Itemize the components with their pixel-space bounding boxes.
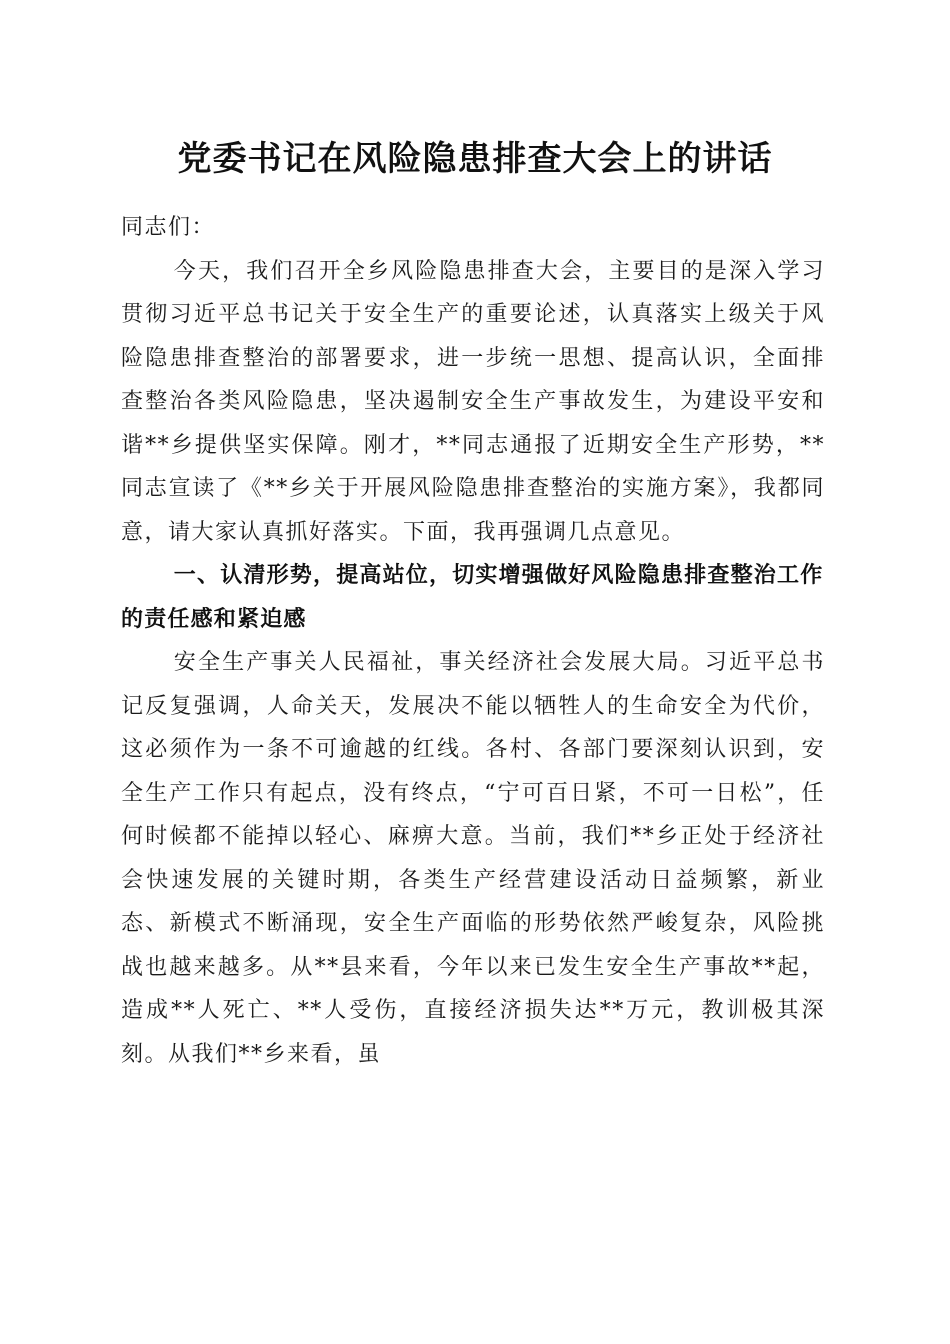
section-1-paragraph: 安全生产事关人民福祉，事关经济社会发展大局。习近平总书记反复强调，人命关天，发展决不能以牺牲人的生命安全为代价，这必须作为一条不可逾越的红线。各村、各部门要深刻认识到，安全生产工作只有起点，没有终点，“宁可百日紧，不可一日松”，任何时候都不能掉以轻心、麻痹大意。当前，我们**乡正处于经济社会快速发展的关键时期，各类生产经营建设活动日益频繁，新业态、新模式不断涌现，安全生产面临的形势依然严峻复杂，风险挑战也越来越多。从**县来看，今年以来已发生安全生产事故**起，造成**人死亡、**人受伤，直接经济损失达**万元，教训极其深刻。从我们**乡来看，虽 xyxy=(121,650,825,1067)
section-heading-1: 一、认清形势，提高站位，切实增强做好风险隐患排查整治工作的责任感和紧迫感 xyxy=(121,563,824,632)
document-body xyxy=(121,206,825,1076)
document-title: 党委书记在风险隐患排查大会上的讲话 xyxy=(177,139,773,179)
opening-paragraph: 今天，我们召开全乡风险隐患排查大会，主要目的是深入学习贯彻习近平总书记关于安全生产的重要论述，认真落实上级关于风险隐患排查整治的部署要求，进一步统一思想、提高认识，全面排查整治各类风险隐患，坚决遏制安全生产事故发生，为建设平安和谐**乡提供坚实保障。刚才，**同志通报了近期安全生产形势，**同志宣读了《**乡关于开展风险隐患排查整治的实施方案》，我都同意，请大家认真抓好落实。下面，我再强调几点意见。 xyxy=(121,258,825,545)
salutation: 同志们： xyxy=(121,215,216,240)
